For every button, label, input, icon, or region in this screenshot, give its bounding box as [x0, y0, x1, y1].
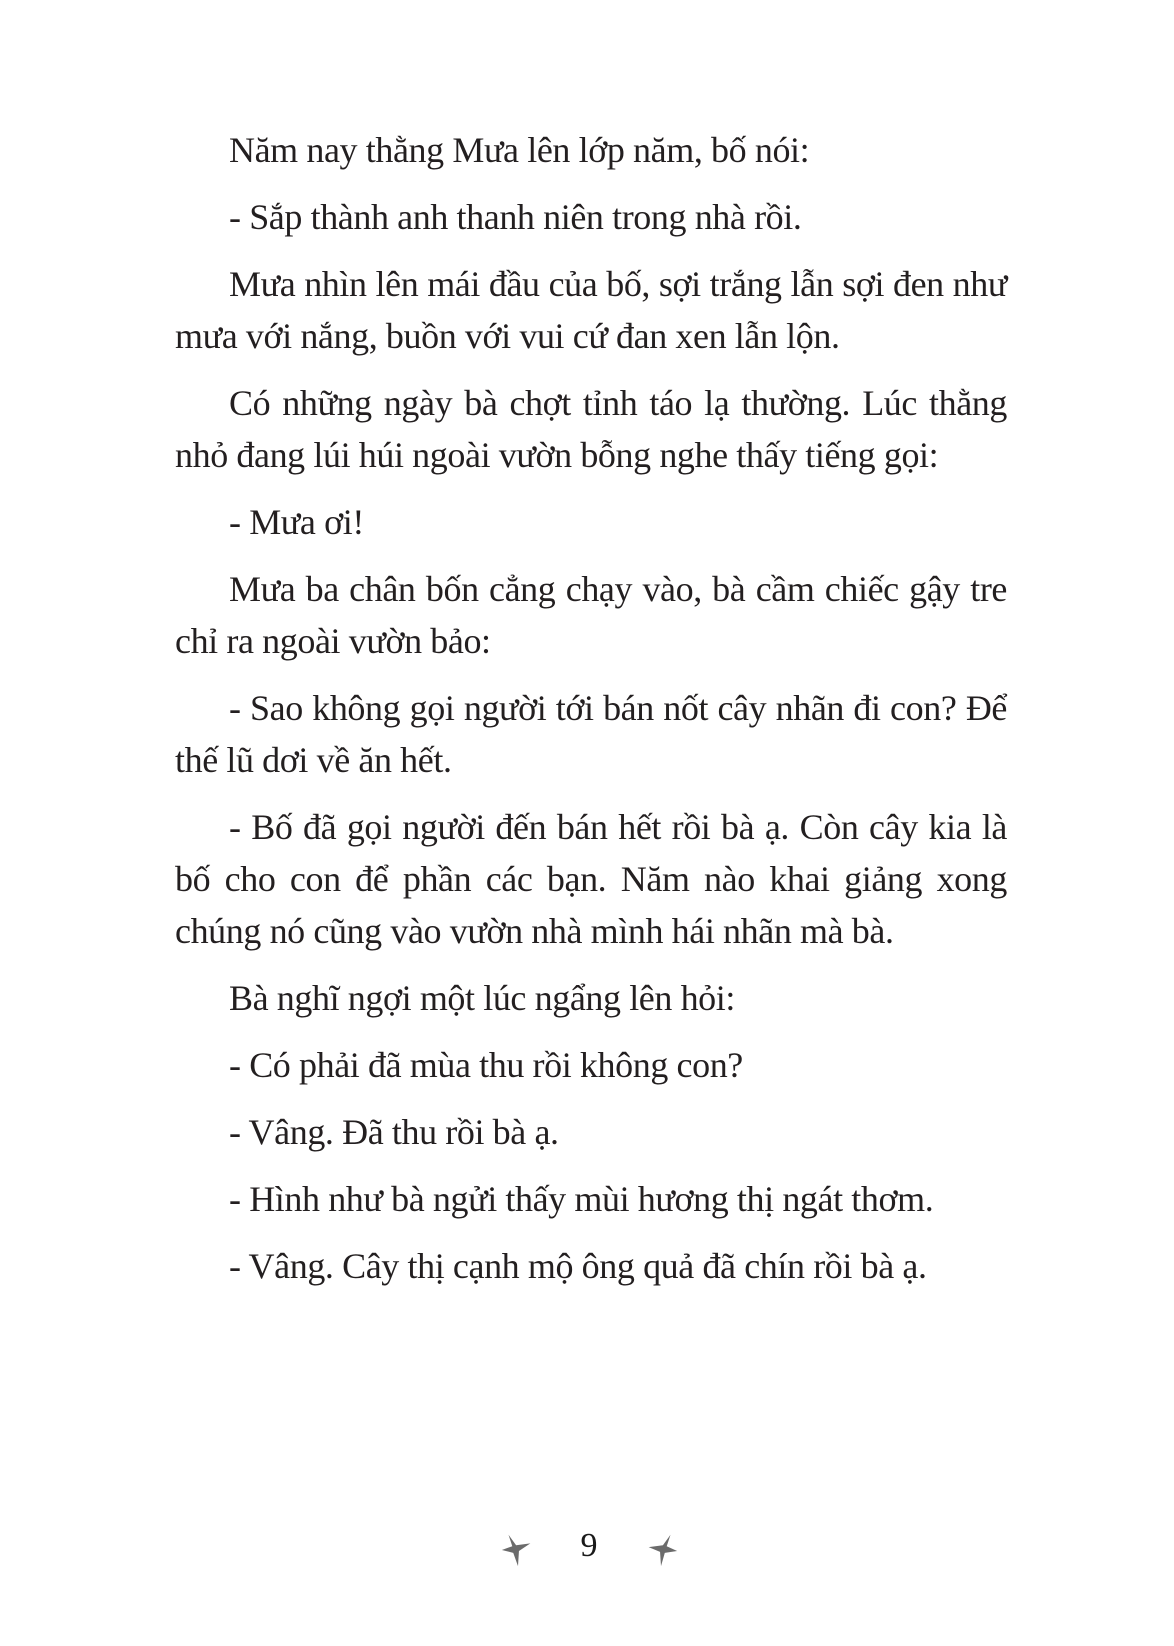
- paragraph: - Vâng. Cây thị cạnh mộ ông quả đã chín rồi bà ạ.: [229, 1246, 927, 1286]
- paragraph: Mưa ba chân bốn cẳng chạy vào, bà cầm chiếc gậy tre chỉ ra ngoài vườn bảo:: [175, 569, 1007, 661]
- page-number: 9: [580, 1527, 598, 1564]
- paragraph: - Có phải đã mùa thu rồi không con?: [229, 1045, 743, 1085]
- paragraph: Có những ngày bà chợt tỉnh táo lạ thường. Lúc thằng nhỏ đang lúi húi ngoài vườn bỗng nghe thấy tiếng gọi:: [175, 383, 1007, 475]
- star-icon: [642, 1531, 680, 1569]
- paragraph: - Hình như bà ngửi thấy mùi hương thị ngát thơm.: [229, 1179, 934, 1219]
- paragraph: - Sao không gọi người tới bán nốt cây nhãn đi con? Để thế lũ dơi về ăn hết.: [175, 688, 1007, 780]
- paragraph: Năm nay thằng Mưa lên lớp năm, bố nói:: [229, 130, 810, 170]
- paragraph: - Mưa ơi!: [229, 502, 364, 542]
- star-icon: [499, 1531, 537, 1569]
- paragraph: - Bố đã gọi người đến bán hết rồi bà ạ. Còn cây kia là bố cho con để phần các bạn. Năm nào khai giảng xong chúng nó cũng vào vườn nhà mình hái nhãn mà bà.: [175, 807, 1007, 951]
- paragraph: - Vâng. Đã thu rồi bà ạ.: [229, 1112, 559, 1152]
- page-footer: [0, 1525, 1174, 1575]
- paragraph: - Sắp thành anh thanh niên trong nhà rồi.: [229, 197, 802, 237]
- paragraph: Bà nghĩ ngợi một lúc ngẩng lên hỏi:: [229, 978, 735, 1018]
- page-body-text: [175, 124, 1007, 1307]
- paragraph: Mưa nhìn lên mái đầu của bố, sợi trắng lẫn sợi đen như mưa với nắng, buồn với vui cứ đan xen lẫn lộn.: [175, 264, 1007, 356]
